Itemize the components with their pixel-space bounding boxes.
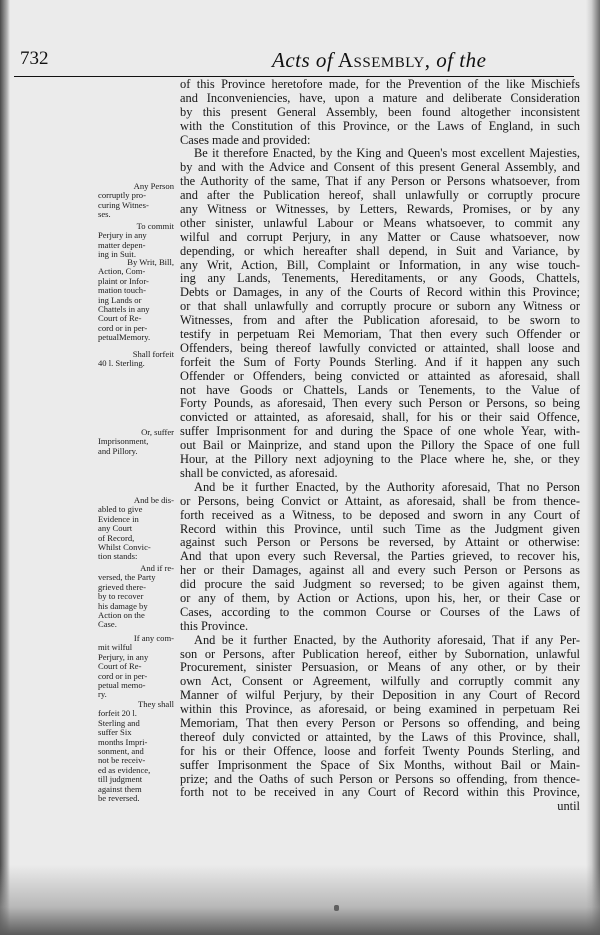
margin-note-line: To commit: [136, 221, 174, 231]
margin-note-line: by to recover: [98, 591, 144, 602]
body-line: until: [557, 800, 580, 814]
body-line: this Province.: [180, 619, 249, 633]
margin-note-line: and Pillory.: [98, 445, 138, 456]
margin-note-line: Any Person: [133, 181, 174, 191]
body-line: thereof duly convicted or attainted, by the Laws of this Province, shall,: [180, 730, 580, 744]
margin-note-line: mation touch-: [98, 285, 146, 296]
margin-note: [98, 182, 174, 220]
margin-note-line: any Court: [98, 523, 133, 534]
body-line: any Witness or Witnesses, by Letters, Rewards, Promises, or by any: [180, 203, 580, 217]
body-line: forth received as a Witness, to be deposed and sworn in any Court of: [180, 508, 580, 522]
margin-note-line: And if re-: [140, 563, 174, 573]
body-line: for his or their Offence, loose and forfeit Twenty Pounds Sterling, and: [180, 744, 580, 758]
body-line: Cases made and provided:: [180, 133, 311, 147]
body-line: by and with the Advice and Consent of this present General Assembly, and: [180, 161, 580, 175]
margin-note-line: Sterling and: [98, 717, 140, 728]
margin-note-line: not be receiv-: [98, 755, 146, 766]
margin-note-line: curing Witnes-: [98, 199, 149, 210]
body-line: by this present General Assembly, been found altogether inconsistent: [180, 105, 580, 119]
body-line: Procurement, sinister Persuasion, or Means of any other, or by their: [180, 661, 580, 675]
body-line: Forty Pounds, as aforesaid, Then every such Person or Persons, so being: [180, 397, 580, 411]
body-line: the Authority of the same, That if any Person or Persons whatsoever, from: [180, 175, 580, 189]
body-line: or that shall unlawfully and corruptly procure or suborn any Witness or: [180, 300, 580, 314]
page-bottom-shadow: [0, 865, 600, 935]
margin-note-line: Court of Re-: [98, 313, 142, 324]
margin-note-line: Action on the: [98, 610, 145, 621]
body-line: wilful and corrupt Perjury, in any Matter or Cause whatsoever, now: [180, 230, 580, 244]
margin-note-line: petualMemory.: [98, 332, 151, 343]
body-line: suffer Imprisonment for and during the Space of one whole Year, with-: [180, 425, 580, 439]
margin-note-line: till judgment: [98, 774, 143, 785]
margin-note-line: Whilst Convic-: [98, 542, 151, 553]
body-line: ing any Lands, Tenements, Hereditaments, or any Goods, Chattels,: [180, 272, 580, 286]
margin-note-line: of Record,: [98, 532, 135, 543]
body-line: of this Province heretofore made, for the Prevention of the like Mischiefs: [180, 78, 580, 91]
body-line: own Act, Consent or Agreement, wilfully and corruptly commit any: [180, 675, 580, 689]
body-line: convicted or attainted, as aforesaid, shall, for his or their said Offence,: [180, 411, 580, 425]
body-line: and Inconveniencies, have, upon a mature and deliberate Consideration: [180, 91, 580, 105]
margin-note: [98, 350, 174, 369]
margin-note-line: tion stands:: [98, 551, 138, 562]
margin-note-line: his damage by: [98, 600, 148, 611]
body-line: shall be convicted, as aforesaid.: [180, 466, 338, 480]
body-line: any Writ, Action, Bill, Complaint or Information, in any wise touch-: [180, 258, 580, 272]
heading-suffix: of the: [436, 48, 487, 72]
body-line: against such Person or Persons be reversed, by Attaint or otherwise:: [180, 536, 580, 550]
body-line: or Persons, being Convict or Attaint, as aforesaid, shall be from thence-: [180, 494, 580, 508]
body-line: not have Goods or Chattels, Lands or Tenements, to the Value of: [180, 383, 580, 397]
margin-note-line: 40 l. Sterling.: [98, 358, 145, 369]
margin-note: [98, 564, 174, 630]
body-line: And be it further Enacted, by the Authority aforesaid, That if any Per-: [194, 633, 580, 647]
margin-note-line: Court of Re-: [98, 661, 142, 672]
margin-note-line: ed as evidence,: [98, 764, 151, 775]
body-line: other sinister, unlawful Labour or Means whatsoever, to commit any: [180, 216, 580, 230]
body-line: depending, or which hereafter shall depend, in Suit and Variance, by: [180, 244, 580, 258]
margin-note-line: abled to give: [98, 504, 143, 515]
body-line: forfeit the Sum of Forty Pounds Sterling. And if it happen any such: [180, 355, 580, 369]
margin-note-line: cord or in per-: [98, 670, 148, 681]
body-line: and after the Publication hereof, shall unlawfully or corruptly procure: [180, 189, 580, 203]
margin-note-line: plaint or Infor-: [98, 275, 149, 286]
body-line: And that upon every such Reversal, the Parties grieved, to recover his,: [180, 550, 580, 564]
page-heading: [272, 48, 486, 73]
running-head: [14, 46, 574, 77]
margin-note-line: Imprisonment,: [98, 436, 149, 447]
page-edge-shadow: [586, 0, 600, 935]
body-line: Cases, according to the common Course or Courses of the Laws of: [180, 605, 580, 619]
margin-note-line: Chattels in any: [98, 304, 150, 315]
margin-note-line: ses.: [98, 209, 111, 220]
margin-note-line: Action, Com-: [98, 266, 146, 277]
body-line: Offenders, being thereof lawfully convicted or attainted, shall loose and: [180, 341, 580, 355]
body-text: [180, 78, 580, 814]
margin-note-line: They shall: [137, 699, 174, 709]
margin-note: [98, 258, 174, 343]
body-line: Offender or Offenders, being convicted or attainted as aforesaid, shall: [180, 369, 580, 383]
body-line: son or Persons, after Publication hereof, either by Subornation, unlawful: [180, 647, 580, 661]
body-line: Record within this Province, until such Time as the Judgment given: [180, 522, 580, 536]
margin-note: [98, 496, 174, 562]
body-line: prize; and the Oaths of such Person or Persons so offending, from thence-: [180, 772, 580, 786]
body-line: Hour, at the Pillory next adjoyning to the Place where he, she, or they: [180, 453, 580, 467]
margin-note: [98, 700, 174, 803]
body-line: out Bail or Mainprize, and stand upon the Pillory the Space of one full: [180, 439, 580, 453]
margin-note-line: grieved there-: [98, 581, 146, 592]
body-line: forth not to be received in any Court of Record within this Province,: [180, 786, 580, 800]
margin-note-line: against them: [98, 783, 142, 794]
page-gutter-shadow: [0, 0, 10, 935]
margin-note-line: By Writ, Bill,: [127, 257, 174, 267]
margin-note-line: If any com-: [133, 633, 174, 643]
margin-note-line: be reversed.: [98, 793, 140, 804]
body-line: did procure the said Judgment so reversed; to be given against them,: [180, 578, 580, 592]
body-line: And be it further Enacted, by the Authority aforesaid, That no Person: [194, 480, 580, 494]
margin-note-line: ing in Suit.: [98, 249, 136, 260]
margin-note-line: months Impri-: [98, 736, 148, 747]
page-number: 732: [20, 48, 49, 69]
margin-note-line: And be dis-: [133, 495, 174, 505]
margin-note-line: matter depen-: [98, 239, 146, 250]
margin-note-line: ry.: [98, 689, 107, 700]
margin-note-line: Shall forfeit: [132, 349, 174, 359]
margin-note-line: Evidence in: [98, 513, 139, 524]
margin-note-line: forfeit 20 l.: [98, 708, 137, 719]
margin-note: [98, 634, 174, 700]
body-line: with the Constitution of this Province, or the Laws of England, in such: [180, 119, 580, 133]
margin-note-line: Perjury, in any: [98, 651, 149, 662]
heading-main: Assembly,: [337, 48, 431, 72]
margin-note-line: sonment, and: [98, 746, 144, 757]
margin-note: [98, 428, 174, 456]
body-line: her or their Damages, against all and every such Person or Persons as: [180, 564, 580, 578]
margin-note-line: suffer Six: [98, 727, 132, 738]
margin-note-line: corruptly pro-: [98, 190, 146, 201]
margin-note-line: mit wilful: [98, 642, 133, 653]
margin-note-line: Or, suffer: [141, 427, 174, 437]
body-line: Debts or Damages, in any of the Courts of Record within this Province;: [180, 286, 580, 300]
margin-note-line: petual memo-: [98, 680, 146, 691]
body-line: Manner of wilful Perjury, by their Deposition in any Court of Record: [180, 689, 580, 703]
body-line: testify in perpetuam Rei Memoriam, That then every such Offender or: [180, 328, 580, 342]
body-line: suffer Imprisonment the Space of Six Months, without Bail or Main-: [180, 758, 580, 772]
body-line: within this Province, as aforesaid, or being examined in perpetuam Rei: [180, 703, 580, 717]
body-line: Memoriam, That then every Person or Persons so offending, and being: [180, 716, 580, 730]
margin-note-line: ing Lands or: [98, 294, 142, 305]
body-line: or any of them, by Action or Actions, upon his, her, or their Case or: [180, 591, 580, 605]
margin-note-line: versed, the Party: [98, 572, 156, 583]
margin-note-line: Case.: [98, 619, 117, 630]
margin-note: [98, 222, 174, 260]
heading-prefix: Acts of: [272, 48, 334, 72]
margin-note-line: Perjury in any: [98, 230, 147, 241]
body-line: Be it therefore Enacted, by the King and Queen's most excellent Majesties,: [194, 147, 580, 161]
body-line: Witnesses, from and after the Publication aforesaid, to be sworn to: [180, 314, 580, 328]
margin-note-line: cord or in per-: [98, 322, 148, 333]
